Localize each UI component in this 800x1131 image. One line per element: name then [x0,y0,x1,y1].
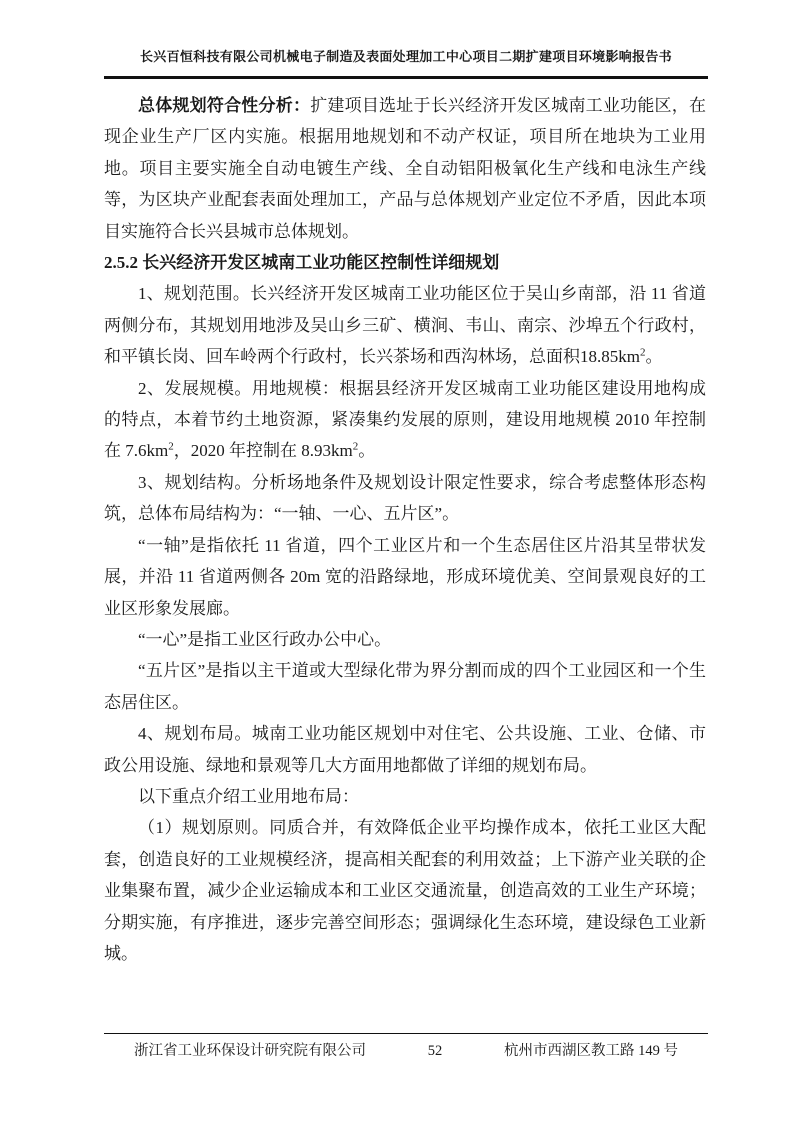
paragraph-planning-scope [104,278,706,372]
paragraph-one-center: “一心”是指工业区行政办公中心。 [138,629,392,649]
paragraph-five-districts: “五片区”是指以主干道或大型绿化带为界分割而成的四个工业园区和一个生态居住区。 [104,661,706,712]
footer-page-number: 52 [427,1043,443,1059]
paragraph-overall-plan-compliance [104,90,706,247]
section-heading-2-5-2: 2.5.2 长兴经济开发区城南工业功能区控制性详细规划 [104,253,500,273]
paragraph-development-scale [104,373,706,467]
paragraph-text: 。 [358,441,376,461]
paragraph-industrial-land-intro: 以下重点介绍工业用地布局： [138,786,359,806]
paragraph-one-axis: “一轴”是指依托 11 省道，四个工业区片和一个生态居住区片沿其呈带状发展，并沿 11 省道两侧各 20m 宽的沿路绿地，形成环境优美、空间景观良好的工业区形象发展廊。 [104,535,706,618]
footer-company-name: 浙江省工业环保设计研究院有限公司 [134,1043,366,1059]
paragraph-text: 1、规划范围。长兴经济开发区城南工业功能区位于吴山乡南部，沿 11 省道两侧分布，其规划用地涉及吴山乡三矿、横涧、韦山、南宗、沙埠五个行政村，和平镇长岗、回车岭两个行政村，长兴茶场和西沟林场，总面积18.85km [104,284,706,367]
paragraph-text: ，2020 年控制在 8.93km [173,441,353,461]
paragraph-planning-layout: 4、规划布局。城南工业功能区规划中对住宅、公共设施、工业、仓储、市政公用设施、绿地和景观等几大方面用地都做了详细的规划布局。 [104,724,706,775]
page-header [104,0,708,79]
paragraph-text: 。 [645,347,663,367]
header-rule [104,76,708,79]
document-body [104,90,706,969]
superscript-squared: 2 [352,440,359,453]
paragraph-planning-structure: 3、规划结构。分析场地条件及规划设计限定性要求，综合考虑整体形态构筑，总体布局结构为：“一轴、一心、五片区”。 [104,472,706,524]
footer-address: 杭州市西湖区教工路 149 号 [504,1043,678,1059]
document-header-title: 长兴百恒科技有限公司机械电子制造及表面处理加工中心项目二期扩建项目环境影响报告书 [139,49,672,64]
page-footer [104,1033,708,1061]
superscript-squared: 2 [639,346,646,359]
paragraph-planning-principles: （1）规划原则。同质合并，有效降低企业平均操作成本，依托工业区大配套，创造良好的工业规模经济，提高相关配套的利用效益；上下游产业关联的企业集聚布置，减少企业运输成本和工业区交通流量，创造高效的工业生产环境；分期实施，有序推进，逐步完善空间形态；强调绿化生态环境，建设绿色工业新城。 [104,818,706,963]
paragraph-text: 扩建项目选址于长兴经济开发区城南工业功能区，在现企业生产厂区内实施。根据用地规划和不动产权证，项目所在地块为工业用地。项目主要实施全自动电镀生产线、全自动铝阳极氧化生产线和电泳生产线等，为区块产业配套表面处理加工，产品与总体规划产业定位不矛盾，因此本项目实施符合长兴县城市总体规划。 [104,96,706,241]
superscript-squared: 2 [168,440,174,453]
paragraph-lead-bold: 总体规划符合性分析： [138,96,311,115]
paragraph-text: 2、发展规模。用地规模：根据县经济开发区城南工业功能区建设用地构成的特点，本着节约土地资源，紧凑集约发展的原则，建设用地规模 2010 年控制在 7.6km [104,378,706,461]
